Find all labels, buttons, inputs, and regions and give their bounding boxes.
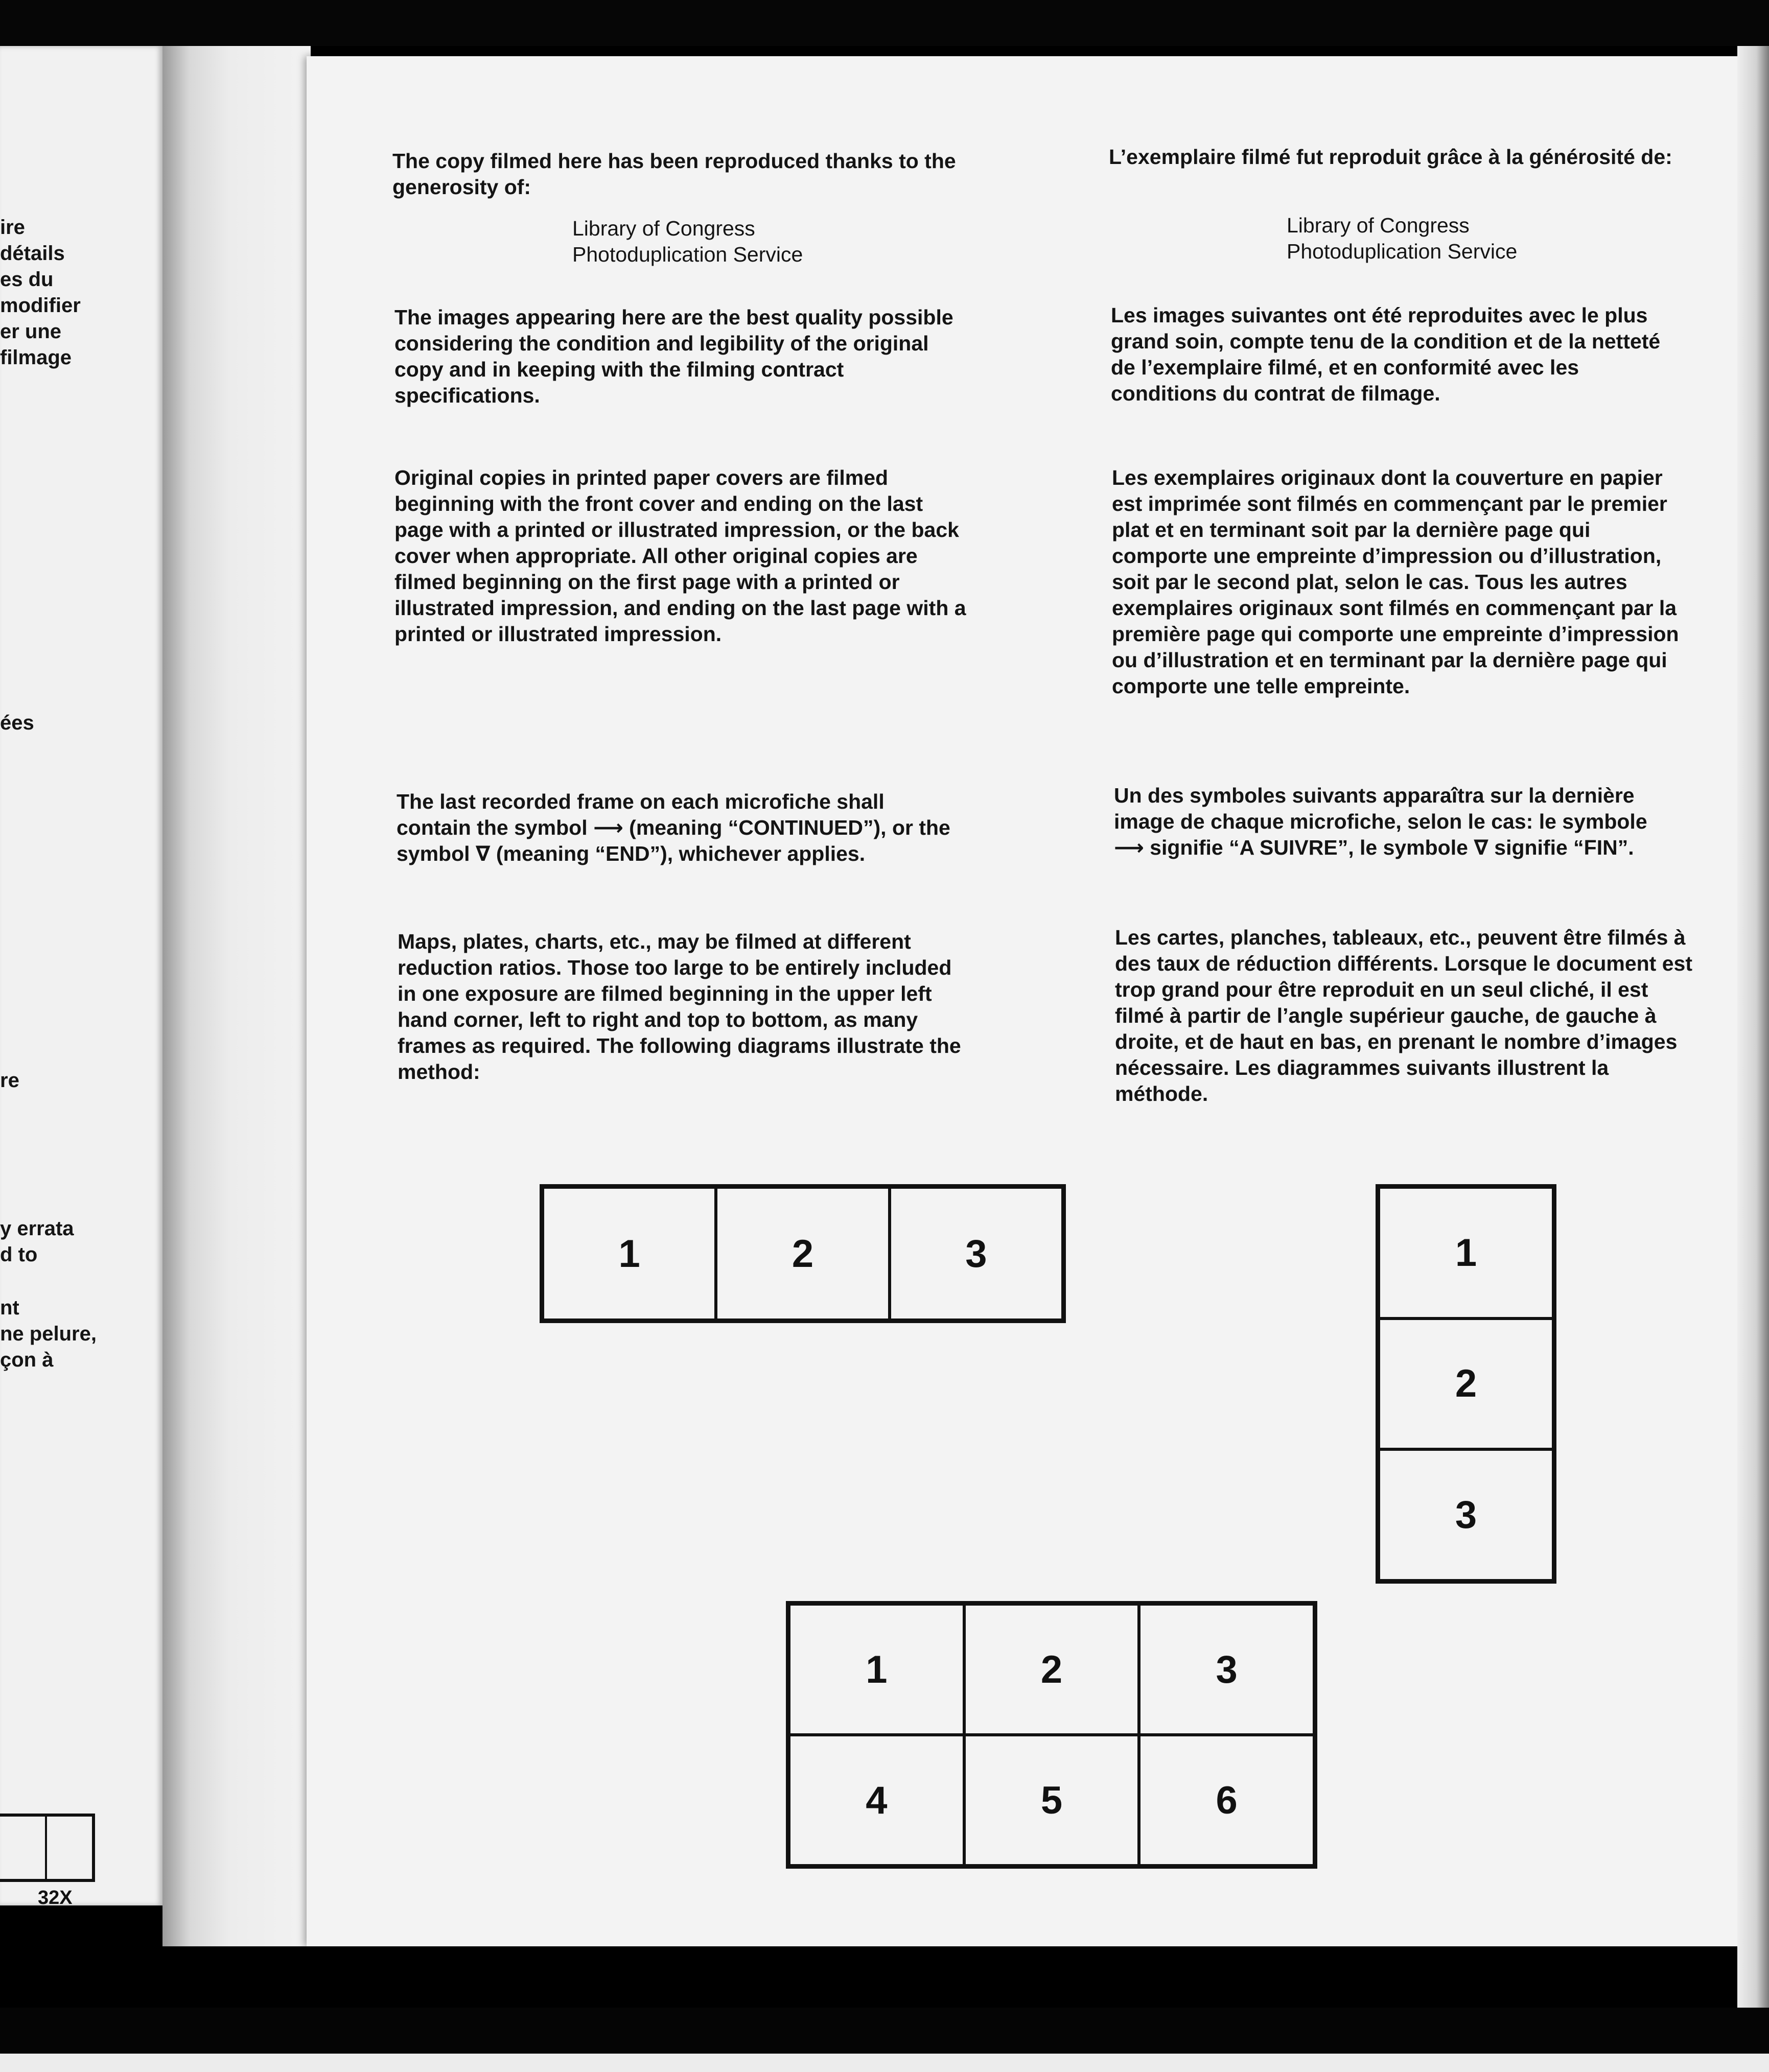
frame-cell: 1 (1379, 1187, 1553, 1318)
left-fragment-text: ire (0, 216, 25, 239)
scanner-bottom-stripe (0, 2054, 1769, 2072)
frame-cell: 3 (1379, 1449, 1553, 1581)
left-fragment-text: nt (0, 1297, 19, 1319)
frame-cell: 2 (716, 1187, 889, 1320)
left-fragment-text: es du (0, 268, 54, 291)
credit-institution-en (572, 216, 803, 268)
left-fragment-text: d to (0, 1243, 38, 1266)
left-fragment-text: détails (0, 242, 65, 265)
quality-text-fr: Les images suivantes ont été reproduites avec le plus grand soin, compte tenu de la condition et de la netteté de l’exemplaire filmé, et en conformité avec les conditions du contrat de filmage. (1111, 303, 1661, 405)
symbols-paragraph-en (397, 789, 964, 867)
page-right-edge (1737, 46, 1769, 2008)
grid-frame-diagram (786, 1601, 1317, 1869)
page-gutter-shadow (162, 46, 311, 1946)
institution-name-fr: Library of Congress (1287, 214, 1470, 237)
frame-cell: 4 (789, 1735, 964, 1866)
microfilm-notice-page (307, 56, 1748, 1946)
quality-paragraph-en (394, 304, 967, 409)
left-fragment-text: re (0, 1069, 19, 1092)
left-fragment-text: er une (0, 320, 62, 343)
frame-cell: 6 (1139, 1735, 1314, 1866)
left-fragment-text: ées (0, 712, 34, 734)
horizontal-frame-diagram (540, 1184, 1066, 1323)
original-paragraph-fr (1112, 465, 1689, 699)
maps-text-en: Maps, plates, charts, etc., may be filmed at different reduction ratios. Those too large to be entirely included in one exposure are filmed beginning in the upper left hand corner, left to right and top to bottom, as many frames as required. The following diagrams illustrate the method: (398, 930, 961, 1084)
left-fragment-text: çon à (0, 1349, 54, 1371)
frame-cell: 1 (543, 1187, 716, 1320)
previous-page (0, 46, 162, 1909)
maps-paragraph-fr (1115, 925, 1692, 1107)
frame-cell: 3 (1139, 1604, 1314, 1735)
credit-intro-en: The copy filmed here has been reproduced thanks to the generosity of: (392, 149, 956, 199)
symbols-paragraph-fr (1114, 783, 1681, 861)
institution-service-fr: Photoduplication Service (1287, 240, 1518, 263)
institution-service-en: Photoduplication Service (572, 243, 803, 266)
english-column (392, 148, 985, 200)
original-text-fr: Les exemplaires originaux dont la couverture en papier est imprimée sont filmés en commençant par le premier plat et en terminant soit par la dernière page qui comporte une empreinte d’impression ou d’illustration, soit par le second plat, selon le cas. Tous les autres exemplaires originaux sont filmés en commençant par la première page qui comporte une empreinte d’impression ou d’illustration et en terminant par la dernière page qui comporte une telle empreinte. (1112, 466, 1679, 698)
credit-intro-fr: L’exemplaire filmé fut reproduit grâce à la générosité de: (1109, 145, 1672, 169)
symbols-text-fr: Un des symboles suivants apparaîtra sur la dernière image de chaque microfiche, selon le cas: le symbole ⟶ signifie “A SUIVRE”, le symbole ∇ signifie “FIN”. (1114, 784, 1647, 859)
symbols-text-en: The last recorded frame on each microfiche shall contain the symbol ⟶ (meaning “CONTINUED”), or the symbol ∇ (meaning “END”), whichever applies. (397, 790, 950, 865)
institution-name-en: Library of Congress (572, 217, 755, 240)
original-text-en: Original copies in printed paper covers are filmed beginning with the front cover and ending on the last page with a printed or illustrated impression, or the back cover when appropriate. All other original copies are filmed beginning on the first page with a printed or illustrated impression, and ending on the last page with a printed or illustrated impression. (394, 466, 966, 646)
frame-cell: 1 (789, 1604, 964, 1735)
left-fragment-text: ne pelure, (0, 1323, 97, 1345)
scanner-top-border (0, 0, 1769, 46)
frame-cell: 5 (964, 1735, 1139, 1866)
quality-paragraph-fr (1111, 302, 1688, 407)
maps-paragraph-en (398, 929, 965, 1085)
maps-text-fr: Les cartes, planches, tableaux, etc., peuvent être filmés à des taux de réduction différents. Lorsque le document est trop grand pour être reproduit en un seul cliché, il est filmé à partir de l’angle supérieur gauche, de gauche à droite, et de haut en bas, en prenant le nombre d’images nécessaire. Les diagrammes suivants illustrent la méthode. (1115, 926, 1692, 1105)
original-paragraph-en (394, 465, 972, 647)
vertical-frame-diagram (1376, 1184, 1556, 1584)
frame-cell: 3 (890, 1187, 1063, 1320)
left-fragment-text: y errata (0, 1217, 74, 1240)
credit-institution-fr (1287, 213, 1517, 265)
left-fragment-text: modifier (0, 294, 81, 317)
french-column (1109, 144, 1686, 170)
frame-cell: 2 (964, 1604, 1139, 1735)
reduction-scale-box (0, 1814, 95, 1882)
left-fragment-text: filmage (0, 346, 72, 369)
quality-text-en: The images appearing here are the best quality possible considering the condition and legibility of the original copy and in keeping with the filming contract specifications. (394, 305, 953, 407)
frame-cell: 2 (1379, 1318, 1553, 1450)
reduction-ratio-label: 32X (38, 1887, 73, 1909)
